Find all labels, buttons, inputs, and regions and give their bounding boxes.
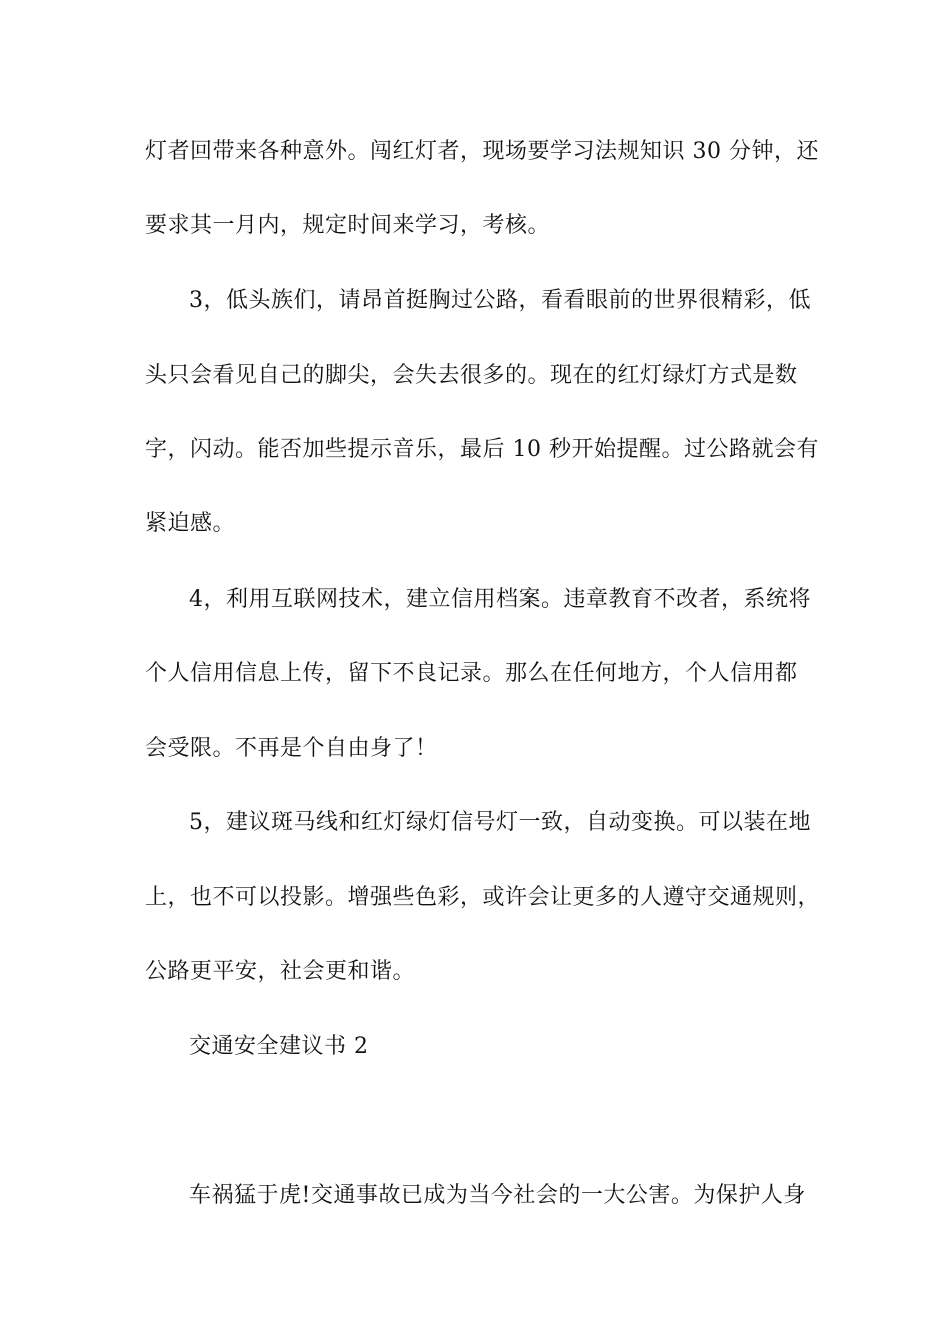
paragraph-line: 灯者回带来各种意外。闯红灯者，现场要学习法规知识 30 分钟，还 [145, 139, 819, 164]
paragraph-line: 紧迫感。 [145, 511, 236, 536]
paragraph-line: 公路更平安，社会更和谐。 [145, 959, 416, 984]
paragraph-line: 车祸猛于虎!交通事故已成为当今社会的一大公害。为保护人身 [189, 1183, 806, 1208]
section-heading: 交通安全建议书 2 [189, 1034, 369, 1059]
paragraph-line: 3，低头族们，请昂首挺胸过公路，看看眼前的世界很精彩，低 [189, 288, 811, 313]
paragraph-line: 个人信用信息上传，留下不良记录。那么在任何地方，个人信用都 [145, 661, 798, 686]
paragraph-line: 上，也不可以投影。增强些色彩，或许会让更多的人遵守交通规则， [145, 885, 821, 910]
paragraph-line: 要求其一月内，规定时间来学习，考核。 [145, 213, 551, 238]
paragraph-line: 头只会看见自己的脚尖，会失去很多的。现在的红灯绿灯方式是数 [145, 363, 798, 388]
paragraph-line: 4，利用互联网技术，建立信用档案。违章教育不改者，系统将 [189, 587, 811, 612]
paragraph-line: 字，闪动。能否加些提示音乐，最后 10 秒开始提醒。过公路就会有 [145, 437, 819, 462]
paragraph-line: 会受限。不再是个自由身了！ [145, 736, 438, 761]
paragraph-line: 5，建议斑马线和红灯绿灯信号灯一致，自动变换。可以装在地 [189, 810, 811, 835]
